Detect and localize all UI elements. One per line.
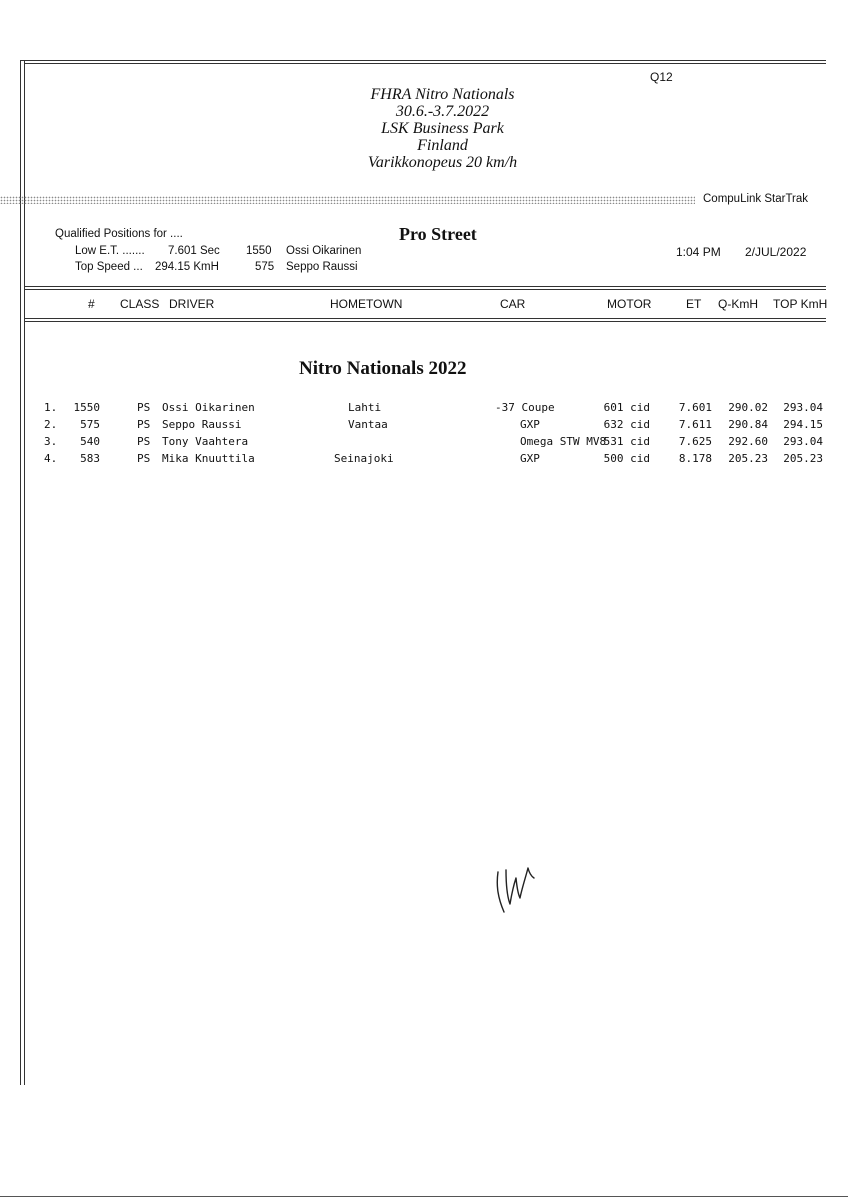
row-top-kmh: 294.15	[783, 418, 823, 431]
row-car: GXP	[520, 418, 540, 431]
dot-band	[0, 196, 695, 204]
left-border-outer	[20, 60, 21, 1085]
left-border-inner	[24, 60, 25, 1085]
row-motor: 531 cid	[603, 435, 650, 448]
col-qkmh: Q-KmH	[718, 297, 758, 311]
event-country: Finland	[417, 137, 468, 154]
low-et-number: 1550	[246, 245, 272, 257]
row-class: PS	[137, 435, 151, 448]
col-number: #	[88, 297, 95, 311]
row-number: 575	[80, 418, 100, 431]
col-hometown: HOMETOWN	[330, 297, 403, 311]
row-position: 2.	[44, 418, 58, 431]
row-driver: Ossi Oikarinen	[162, 401, 255, 414]
row-motor: 632 cid	[603, 418, 650, 431]
row-car: -37 Coupe	[495, 401, 555, 414]
row-position: 4.	[44, 452, 58, 465]
row-number: 540	[80, 435, 100, 448]
low-et-value: 7.601 Sec	[168, 245, 220, 257]
row-qkmh: 290.84	[728, 418, 768, 431]
row-position: 3.	[44, 435, 58, 448]
row-et: 7.601	[678, 401, 712, 414]
row-et: 8.178	[678, 452, 712, 465]
table-row	[0, 452, 848, 468]
low-et-label: Low E.T. .......	[75, 245, 145, 257]
row-car: Omega STW MV8	[520, 435, 607, 448]
col-class: CLASS	[120, 297, 160, 311]
row-driver: Seppo Raussi	[162, 418, 242, 431]
event-venue: LSK Business Park	[381, 120, 504, 137]
row-top-kmh: 293.04	[783, 435, 823, 448]
event-title: Nitro Nationals 2022	[299, 358, 467, 379]
row-top-kmh: 293.04	[783, 401, 823, 414]
top-speed-driver: Seppo Raussi	[286, 261, 358, 273]
table-row	[0, 401, 848, 417]
top-rule-2	[24, 63, 826, 64]
col-top-kmh: TOP KmH	[773, 297, 828, 311]
report-time: 1:04 PM	[676, 245, 721, 259]
row-qkmh: 292.60	[728, 435, 768, 448]
page-code: Q12	[650, 70, 673, 84]
row-position: 1.	[44, 401, 58, 414]
signature	[488, 858, 548, 918]
qualified-label: Qualified Positions for ....	[55, 228, 183, 240]
row-car: GXP	[520, 452, 540, 465]
top-speed-label: Top Speed ...	[75, 261, 143, 273]
header-rule-bottom	[24, 318, 826, 319]
col-motor: MOTOR	[607, 297, 652, 311]
row-hometown: Vantaa	[348, 418, 388, 431]
table-row	[0, 435, 848, 451]
col-et: ET	[686, 297, 702, 311]
row-hometown: Lahti	[348, 401, 382, 414]
row-et: 7.625	[678, 435, 712, 448]
class-title: Pro Street	[399, 224, 477, 244]
table-row	[0, 418, 848, 434]
bottom-rule	[0, 1196, 848, 1197]
row-class: PS	[137, 418, 151, 431]
col-car: CAR	[500, 297, 526, 311]
report-date: 2/JUL/2022	[745, 245, 807, 259]
header-rule-top-2	[24, 289, 826, 290]
low-et-driver: Ossi Oikarinen	[286, 245, 362, 257]
row-motor: 500 cid	[603, 452, 650, 465]
system-name: CompuLink StarTrak	[703, 193, 809, 205]
top-speed-number: 575	[255, 261, 275, 273]
header-rule-top	[24, 286, 826, 287]
row-hometown: Seinajoki	[334, 452, 394, 465]
event-dates: 30.6.-3.7.2022	[395, 103, 490, 120]
col-driver: DRIVER	[169, 297, 215, 311]
row-qkmh: 205.23	[728, 452, 768, 465]
row-qkmh: 290.02	[728, 401, 768, 414]
row-top-kmh: 205.23	[783, 452, 823, 465]
top-speed-value: 294.15 KmH	[155, 261, 219, 273]
header-rule-bottom-2	[24, 321, 826, 322]
row-driver: Tony Vaahtera	[162, 435, 249, 448]
row-et: 7.611	[678, 418, 712, 431]
row-class: PS	[137, 401, 151, 414]
event-note: Varikkonopeus 20 km/h	[367, 154, 518, 171]
row-motor: 601 cid	[603, 401, 650, 414]
row-class: PS	[137, 452, 151, 465]
row-number: 1550	[73, 401, 100, 414]
top-rule	[20, 60, 826, 61]
row-driver: Mika Knuuttila	[162, 452, 255, 465]
event-name: FHRA Nitro Nationals	[370, 86, 515, 103]
row-number: 583	[80, 452, 100, 465]
